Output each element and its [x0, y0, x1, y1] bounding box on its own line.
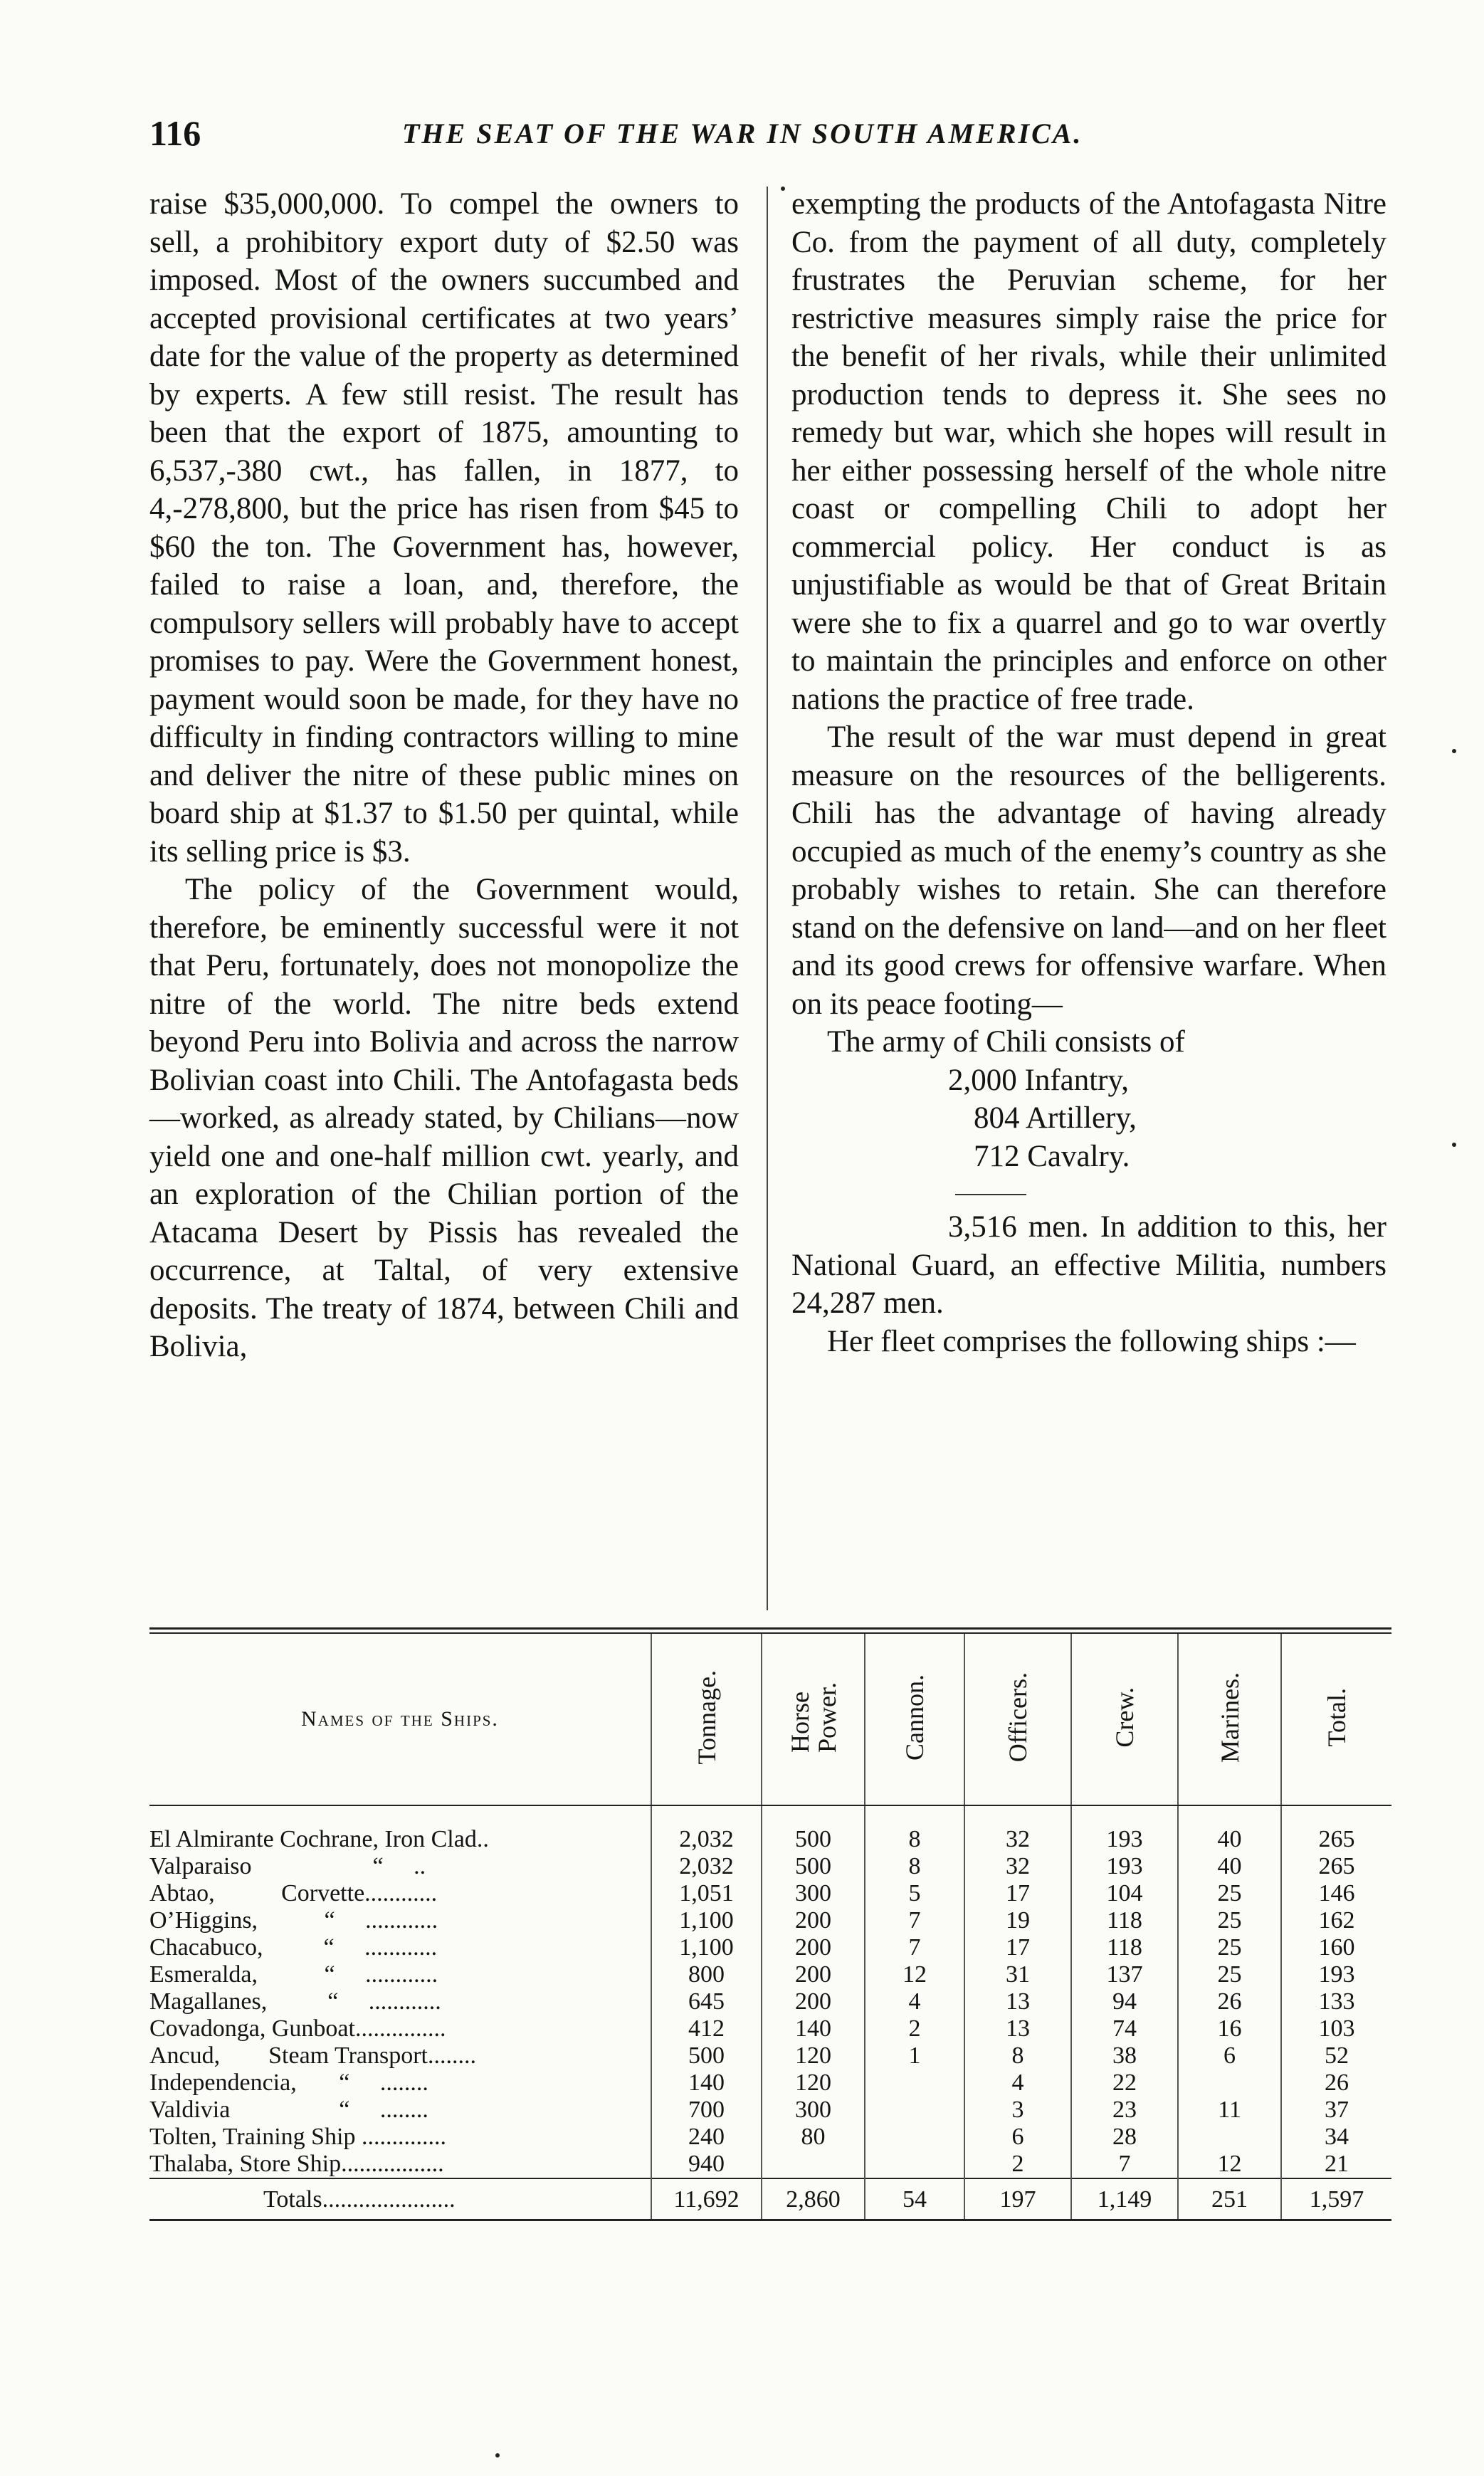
table-row — [149, 1961, 1391, 1988]
ship-name: El Almirante Cochrane, Iron Clad.. — [149, 1826, 489, 1852]
cell-hp: 200 — [762, 1907, 865, 1934]
cell-crew: 38 — [1071, 2042, 1178, 2070]
total-hp: 2,860 — [762, 2178, 865, 2219]
cell-marines: 6 — [1178, 2042, 1281, 2070]
total-officers: 197 — [964, 2178, 1071, 2219]
cell-hp: 200 — [762, 1961, 865, 1988]
cell-tonnage: 1,100 — [651, 1907, 762, 1934]
cell-hp — [762, 2151, 865, 2178]
cell-marines: 25 — [1178, 1934, 1281, 1961]
ship-name: Magallanes, “ ............ — [149, 1988, 441, 2015]
cell-cannon — [865, 2124, 964, 2151]
cell-total: 160 — [1281, 1934, 1391, 1961]
cell-marines: 25 — [1178, 1961, 1281, 1988]
cell-tonnage: 2,032 — [651, 1853, 762, 1880]
cell-cannon — [865, 2097, 964, 2124]
total-marines: 251 — [1178, 2178, 1281, 2219]
cell-crew: 94 — [1071, 1988, 1178, 2015]
cell-cannon: 7 — [865, 1934, 964, 1961]
army-item: 712 Cavalry. — [974, 1139, 1130, 1173]
cell-cannon: 5 — [865, 1880, 964, 1907]
table-bottom-rule — [149, 2219, 1391, 2221]
table-row — [149, 1805, 1391, 1853]
ship-name: Abtao, Corvette............ — [149, 1880, 438, 1906]
cell-officers: 13 — [964, 1988, 1071, 2015]
cell-cannon — [865, 2151, 964, 2178]
col-header-crew: Crew. — [1110, 1687, 1139, 1748]
cell-cannon: 12 — [865, 1961, 964, 1988]
ship-name: Ancud, Steam Transport........ — [149, 2042, 476, 2069]
ship-name: Thalaba, Store Ship................. — [149, 2151, 444, 2177]
table-row — [149, 2042, 1391, 2070]
cell-total: 193 — [1281, 1961, 1391, 1988]
cell-hp: 200 — [762, 1988, 865, 2015]
table-row — [149, 2015, 1391, 2042]
ship-name: Chacabuco, “ ............ — [149, 1934, 438, 1961]
paragraph: raise $35,000,000. To compel the owners to sell, a prohibitory export duty of $2.50 was imposed. Most of the owners succumbed and accepted provisional certificates at two years’ date for the value of the property as determined by experts. A few still resist. The result has been that the export of 1875, amounting to 6,537,-380 cwt., has fallen, in 1877, to 4,-278,800, but the price has risen from $45 to $60 the ton. The Government has, however, failed to raise a loan, and, therefore, the compulsory sellers will probably have to accept promises to pay. Were the Government honest, payment would soon be made, for they have no difficulty in finding contractors willing to mine and deliver the nitre of these public mines on board ship at $1.37 to $1.50 per quintal, while its selling price is $3. — [149, 187, 739, 869]
table-row — [149, 2070, 1391, 2097]
cell-crew: 137 — [1071, 1961, 1178, 1988]
cell-crew: 118 — [1071, 1934, 1178, 1961]
cell-total: 21 — [1281, 2151, 1391, 2178]
cell-tonnage: 240 — [651, 2124, 762, 2151]
table-top-rule — [149, 1627, 1391, 1630]
cell-marines: 40 — [1178, 1805, 1281, 1853]
cell-tonnage: 1,051 — [651, 1880, 762, 1907]
cell-total: 162 — [1281, 1907, 1391, 1934]
cell-total: 146 — [1281, 1880, 1391, 1907]
cell-total: 52 — [1281, 2042, 1391, 2070]
cell-hp: 200 — [762, 1934, 865, 1961]
totals-label: Totals...................... — [149, 2178, 651, 2219]
col-header-officers: Officers. — [1004, 1672, 1032, 1763]
cell-tonnage: 800 — [651, 1961, 762, 1988]
cell-crew: 193 — [1071, 1853, 1178, 1880]
right-column — [791, 185, 1386, 1360]
page-number: 116 — [149, 113, 201, 153]
cell-crew: 104 — [1071, 1880, 1178, 1907]
cell-officers: 8 — [964, 2042, 1071, 2070]
table-row — [149, 1988, 1391, 2015]
cell-cannon: 4 — [865, 1988, 964, 2015]
left-column — [149, 185, 739, 1366]
cell-tonnage: 412 — [651, 2015, 762, 2042]
col-header-names: Names of the Ships. — [149, 1634, 651, 1805]
cell-cannon: 8 — [865, 1805, 964, 1853]
cell-total: 133 — [1281, 1988, 1391, 2015]
col-header-cannon: Cannon. — [900, 1674, 929, 1761]
cell-hp: 120 — [762, 2070, 865, 2097]
cell-officers: 32 — [964, 1805, 1071, 1853]
table-row — [149, 2124, 1391, 2151]
cell-officers: 17 — [964, 1880, 1071, 1907]
cell-tonnage: 645 — [651, 1988, 762, 2015]
cell-marines: 25 — [1178, 1907, 1281, 1934]
table-row — [149, 1853, 1391, 1880]
cell-cannon: 8 — [865, 1853, 964, 1880]
ship-name: Valdivia “ ........ — [149, 2097, 428, 2123]
cell-officers: 32 — [964, 1853, 1071, 1880]
table-row — [149, 2097, 1391, 2124]
cell-cannon: 2 — [865, 2015, 964, 2042]
cell-marines: 40 — [1178, 1853, 1281, 1880]
ship-name: Valparaiso “ .. — [149, 1853, 426, 1879]
cell-hp: 140 — [762, 2015, 865, 2042]
cell-officers: 17 — [964, 1934, 1071, 1961]
cell-marines: 25 — [1178, 1880, 1281, 1907]
sum-rule — [955, 1194, 1026, 1195]
cell-hp: 120 — [762, 2042, 865, 2070]
cell-marines: 26 — [1178, 1988, 1281, 2015]
running-title: THE SEAT OF THE WAR IN SOUTH AMERICA. — [402, 117, 1083, 149]
cell-crew: 193 — [1071, 1805, 1178, 1853]
army-item: 804 Artillery, — [974, 1101, 1137, 1135]
ship-name: Esmeralda, “ ............ — [149, 1961, 438, 1988]
cell-marines — [1178, 2124, 1281, 2151]
cell-officers: 31 — [964, 1961, 1071, 1988]
cell-officers: 19 — [964, 1907, 1071, 1934]
cell-officers: 6 — [964, 2124, 1071, 2151]
table-row — [149, 1880, 1391, 1907]
paragraph: The army of Chili consists of — [827, 1025, 1185, 1059]
cell-total: 265 — [1281, 1805, 1391, 1853]
cell-marines — [1178, 2070, 1281, 2097]
cell-tonnage: 940 — [651, 2151, 762, 2178]
total-cannon: 54 — [865, 2178, 964, 2219]
cell-tonnage: 2,032 — [651, 1805, 762, 1853]
cell-total: 103 — [1281, 2015, 1391, 2042]
ship-name: Tolten, Training Ship .............. — [149, 2124, 446, 2150]
cell-marines: 12 — [1178, 2151, 1281, 2178]
cell-cannon: 1 — [865, 2042, 964, 2070]
print-speck — [781, 187, 785, 191]
cell-crew: 74 — [1071, 2015, 1178, 2042]
cell-cannon: 7 — [865, 1907, 964, 1934]
cell-crew: 28 — [1071, 2124, 1178, 2151]
army-item: 2,000 Infantry, — [948, 1063, 1129, 1097]
cell-crew: 23 — [1071, 2097, 1178, 2124]
cell-hp: 500 — [762, 1853, 865, 1880]
ship-name: Covadonga, Gunboat............... — [149, 2015, 446, 2042]
col-header-marines: Marines. — [1215, 1672, 1244, 1763]
paragraph: The result of the war must depend in great measure on the resources of the belligerents. Chili has the advantage of having already occupied as much of the enemy’s country as she probably wishes to retain. She can therefore stand on the defensive on land—and on her fleet and its good crews for offensive warfare. When on its peace footing— — [791, 720, 1386, 1021]
cell-tonnage: 700 — [651, 2097, 762, 2124]
table-row — [149, 1934, 1391, 1961]
cell-crew: 7 — [1071, 2151, 1178, 2178]
cell-total: 34 — [1281, 2124, 1391, 2151]
print-speck — [495, 2453, 500, 2457]
cell-officers: 3 — [964, 2097, 1071, 2124]
cell-total: 26 — [1281, 2070, 1391, 2097]
cell-tonnage: 140 — [651, 2070, 762, 2097]
cell-cannon — [865, 2070, 964, 2097]
ship-name: Independencia, “ ........ — [149, 2070, 428, 2096]
paragraph: 3,516 men. In addition to this, her National Guard, an effective Militia, numbers 24,287 men. — [791, 1210, 1386, 1320]
cell-officers: 4 — [964, 2070, 1071, 2097]
cell-marines: 11 — [1178, 2097, 1281, 2124]
total-total: 1,597 — [1281, 2178, 1391, 2219]
fleet-table — [149, 1627, 1391, 2221]
ship-name: O’Higgins, “ ............ — [149, 1907, 438, 1934]
total-crew: 1,149 — [1071, 2178, 1178, 2219]
total-tonnage: 11,692 — [651, 2178, 762, 2219]
cell-hp: 500 — [762, 1805, 865, 1853]
cell-officers: 13 — [964, 2015, 1071, 2042]
paragraph: The policy of the Government would, therefore, be eminently successful were it not that Peru, fortunately, does not monopolize the nitre of the world. The nitre beds extend beyond Peru into Bolivia and across the narrow Bolivian coast into Chili. The Antofagasta beds—worked, as already stated, by Chilians—now yield one and one-half million cwt. yearly, and an exploration of the Chilian portion of the Atacama Desert by Pissis has revealed the occurrence, at Taltal, of very extensive deposits. The treaty of 1874, between Chili and Bolivia, — [149, 873, 739, 1363]
army-list — [791, 1061, 1386, 1176]
col-header-tonnage: Tonnage. — [692, 1670, 721, 1765]
cell-tonnage: 1,100 — [651, 1934, 762, 1961]
totals-row — [149, 2178, 1391, 2219]
cell-officers: 2 — [964, 2151, 1071, 2178]
table-row — [149, 2151, 1391, 2178]
paragraph: exempting the products of the Antofagasta Nitre Co. from the payment of all duty, completely frustrates the Peruvian scheme, for her restrictive measures simply raise the price for the benefit of her rivals, while their unlimited production tends to depress it. She sees no remedy but war, which she hopes will result in her either possessing herself of the whole nitre coast or compelling Chili to adopt her commercial policy. Her conduct is as unjustifiable as would be that of Great Britain were she to fix a quarrel and go to war overtly to maintain the principles and enforce on other nations the practice of free trade. — [791, 187, 1386, 716]
cell-tonnage: 500 — [651, 2042, 762, 2070]
cell-hp: 300 — [762, 2097, 865, 2124]
table-row — [149, 1907, 1391, 1934]
paragraph: Her fleet comprises the following ships :— — [827, 1324, 1356, 1358]
print-speck — [1452, 749, 1456, 753]
cell-total: 37 — [1281, 2097, 1391, 2124]
cell-hp: 80 — [762, 2124, 865, 2151]
cell-crew: 22 — [1071, 2070, 1178, 2097]
col-header-total: Total. — [1322, 1688, 1351, 1747]
cell-hp: 300 — [762, 1880, 865, 1907]
column-divider — [767, 187, 768, 1610]
col-header-horse-power: Horse Power. — [785, 1682, 841, 1753]
cell-marines: 16 — [1178, 2015, 1281, 2042]
cell-crew: 118 — [1071, 1907, 1178, 1934]
cell-total: 265 — [1281, 1853, 1391, 1880]
print-speck — [1452, 1143, 1456, 1147]
page-header — [149, 112, 1391, 162]
